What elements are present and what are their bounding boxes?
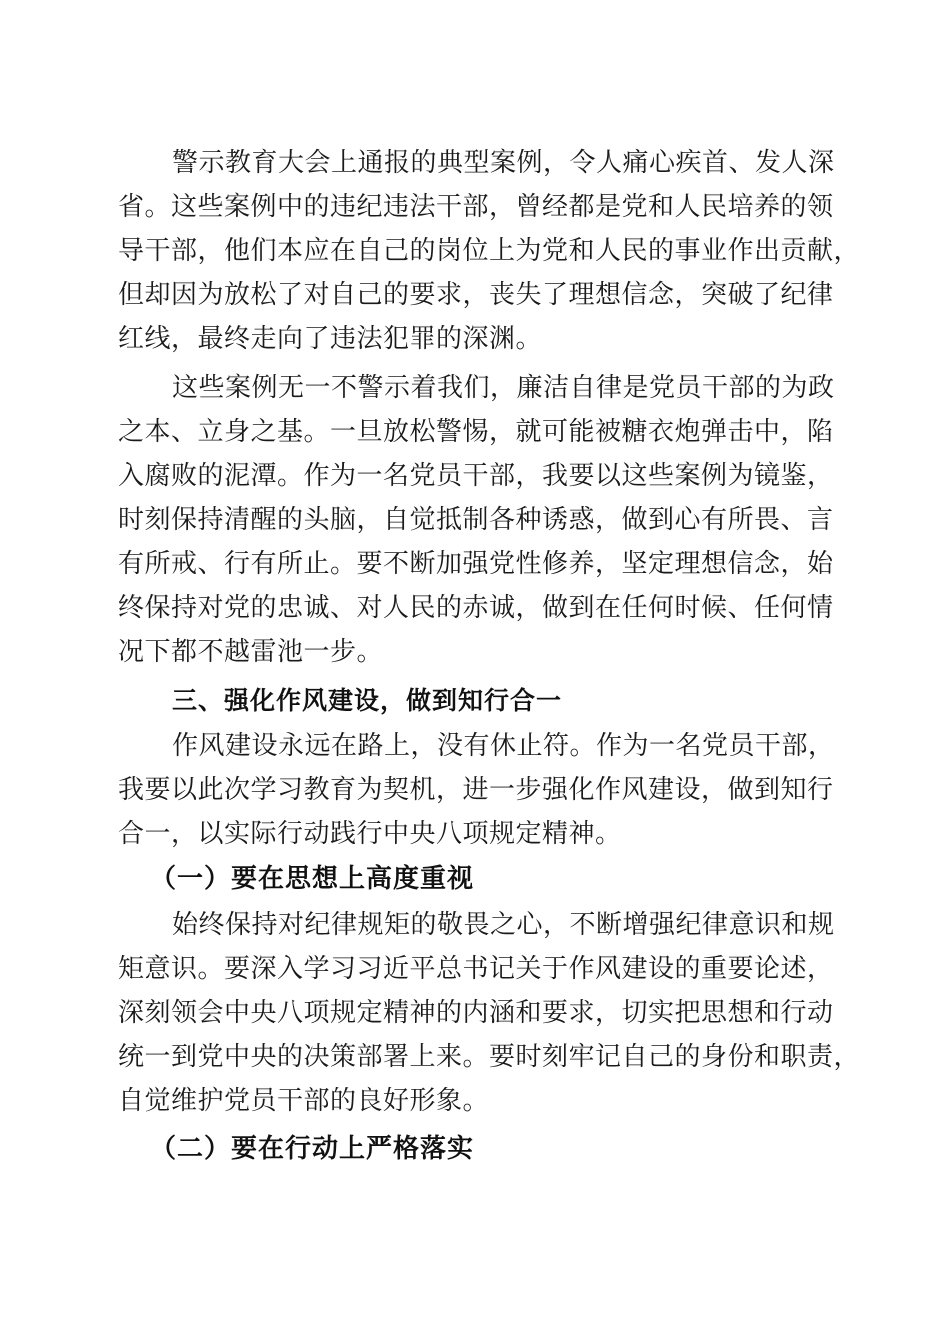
paragraph-2-line-4: 时刻保持清醒的头脑，自觉抵制各种诱惑，做到心有所畏、言 [118, 505, 834, 535]
paragraph-4-line-4: 统一到党中央的决策部署上来。要时刻牢记自己的身份和职责， [118, 1042, 861, 1072]
subsection-1-heading: （一）要在思想上高度重视 [150, 864, 475, 894]
paragraph-2-line-6: 终保持对党的忠诚、对人民的赤诚，做到在任何时候、任何情 [118, 593, 834, 623]
paragraph-1-line-1: 警示教育大会上通报的典型案例，令人痛心疾首、发人深 [172, 148, 835, 178]
paragraph-3-line-1: 作风建设永远在路上，没有休止符。作为一名党员干部， [172, 731, 835, 761]
paragraph-2-line-2: 之本、立身之基。一旦放松警惕，就可能被糖衣炮弹击中，陷 [118, 417, 834, 447]
paragraph-4-line-1: 始终保持对纪律规矩的敬畏之心，不断增强纪律意识和规 [172, 910, 835, 940]
paragraph-1-line-5: 红线，最终走向了违法犯罪的深渊。 [118, 324, 543, 354]
section-3-heading: 三、强化作风建设，做到知行合一 [172, 686, 563, 715]
paragraph-1-line-4: 但却因为放松了对自己的要求，丧失了理想信念，突破了纪律 [118, 280, 834, 310]
paragraph-2-line-5: 有所戒、行有所止。要不断加强党性修养，坚定理想信念，始 [118, 549, 834, 579]
paragraph-1-line-2: 省。这些案例中的违纪违法干部，曾经都是党和人民培养的领 [118, 192, 834, 222]
paragraph-1-line-3: 导干部，他们本应在自己的岗位上为党和人民的事业作出贡献， [118, 236, 861, 266]
paragraph-4-line-5: 自觉维护党员干部的良好形象。 [118, 1086, 490, 1116]
subsection-2-heading: （二）要在行动上严格落实 [150, 1134, 475, 1164]
paragraph-2-line-7: 况下都不越雷池一步。 [118, 637, 384, 667]
paragraph-2-line-3: 入腐败的泥潭。作为一名党员干部，我要以这些案例为镜鉴， [118, 461, 834, 491]
paragraph-4-line-2: 矩意识。要深入学习习近平总书记关于作风建设的重要论述， [118, 954, 834, 984]
paragraph-3-line-3: 合一，以实际行动践行中央八项规定精神。 [118, 819, 622, 849]
paragraph-3-line-2: 我要以此次学习教育为契机，进一步强化作风建设，做到知行 [118, 775, 834, 805]
paragraph-4-line-3: 深刻领会中央八项规定精神的内涵和要求，切实把思想和行动 [118, 998, 834, 1028]
paragraph-2-line-1: 这些案例无一不警示着我们，廉洁自律是党员干部的为政 [172, 373, 835, 403]
